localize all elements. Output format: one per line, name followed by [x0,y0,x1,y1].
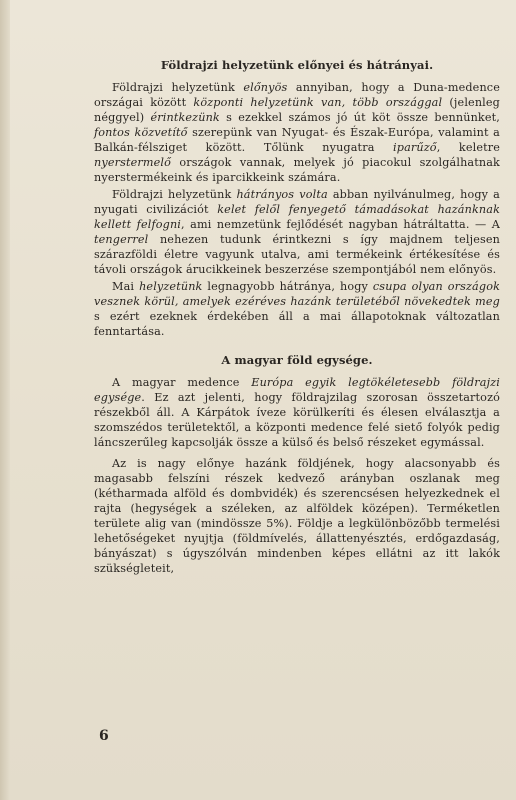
paragraph [94,375,500,450]
emphasis-text: előnyös [243,81,288,94]
emphasis-text: helyzetünk [139,280,203,293]
emphasis-text: hátrányos volta [236,188,328,201]
text-run: A magyar medence [112,376,252,389]
text-run: Mai [112,280,140,293]
text-run: annyiban, hogy a Duna-medence országai között [94,81,500,109]
text-run: Az is nagy előnye hazánk földjének, hogy alacsonyabb és magasabb felszíni részek kedvező arányban oszlanak meg (kétharmada alföld és dombvidék) és szerencsésen helyezkednek el rajta (hegységek a széleken, az alföldek középen). Terméketlen területe alig van (mindössze 5%). Földje a legkülönbözőbb termelési lehetőségeket nyujtja (földmívelés, állattenyésztés, erdőgazdaság, bányászat) s úgyszólván mindenben képes ellátni az itt lakók szükségleteit, [94,457,500,575]
paragraph [94,80,500,185]
emphasis-text: kelet felől fenyegető támadásokat hazánknak kellett felfogni [94,203,500,231]
text-run: legnagyobb hátránya, hogy [202,280,373,293]
text-run: (jelenleg néggyel) [94,96,500,124]
section-title: A magyar föld egysége. [221,353,373,367]
text-run: , keletre [436,141,501,154]
page-spine-shadow [0,0,10,800]
text-run: , ami nemzetünk fejlődését nagyban hátráltatta. — A [181,218,500,231]
emphasis-text: csupa olyan országok vesznek körül, amelyek ezéréves hazánk területéből növekedtek meg [94,280,501,308]
text-run: nehezen tudunk érintkezni s így majdnem teljesen szárazföldi életre vagyunk utalva, ami termékeink értékesítése és távoli országok árucikkeinek beszerzése szempontjából nem előnyös. [94,233,500,276]
emphasis-text: tengerrel [94,233,149,246]
text-run: abban nyilvánulmeg, hogy a nyugati civilizációt [94,188,500,216]
emphasis-text: központi helyzetünk van, több országgal [193,96,443,109]
page-number: 6 [99,728,109,744]
emphasis-text: érintkezünk [150,111,220,124]
text-run: s ezekkel számos jó út köt össze bennünket, [219,111,500,124]
text-run: . Ez azt jelenti, hogy földrajzilag szorosan összetartozó részekből áll. A Kárpátok íveze körülkeríti és élesen elválasztja a szomszédos területektől, a központi medence felé siető folyók pedig láncszerűleg kapcsolják össze a külső és belső részeket egymással. [94,391,500,449]
section-title: Földrajzi helyzetünk előnyei és hátrányai. [160,58,434,72]
emphasis-text: Európa egyik legtökéletesebb földrajzi egysége [94,376,500,404]
emphasis-text: nyerstermelő [94,156,172,169]
text-run: Földrajzi helyzetünk [112,81,244,94]
paragraph [94,187,500,277]
emphasis-text: fontos közvetítő [94,126,188,139]
text-run: szerepünk van Nyugat- és Észak-Európa, valamint a Balkán-félsziget között. Tőlünk nyugatra [94,126,500,154]
text-run: Földrajzi helyzetünk [112,188,237,201]
text-run: országok vannak, melyek jó piacokul szolgálhatnak nyerstermékeink és iparcikkeink számára. [94,156,500,184]
page-content [94,58,500,576]
paragraph [94,279,500,339]
emphasis-text: iparűző [393,141,437,154]
text-run: s ezért ezeknek érdekében áll a mai állapotoknak változatlan fenntartása. [94,310,500,338]
paragraph [94,456,500,576]
